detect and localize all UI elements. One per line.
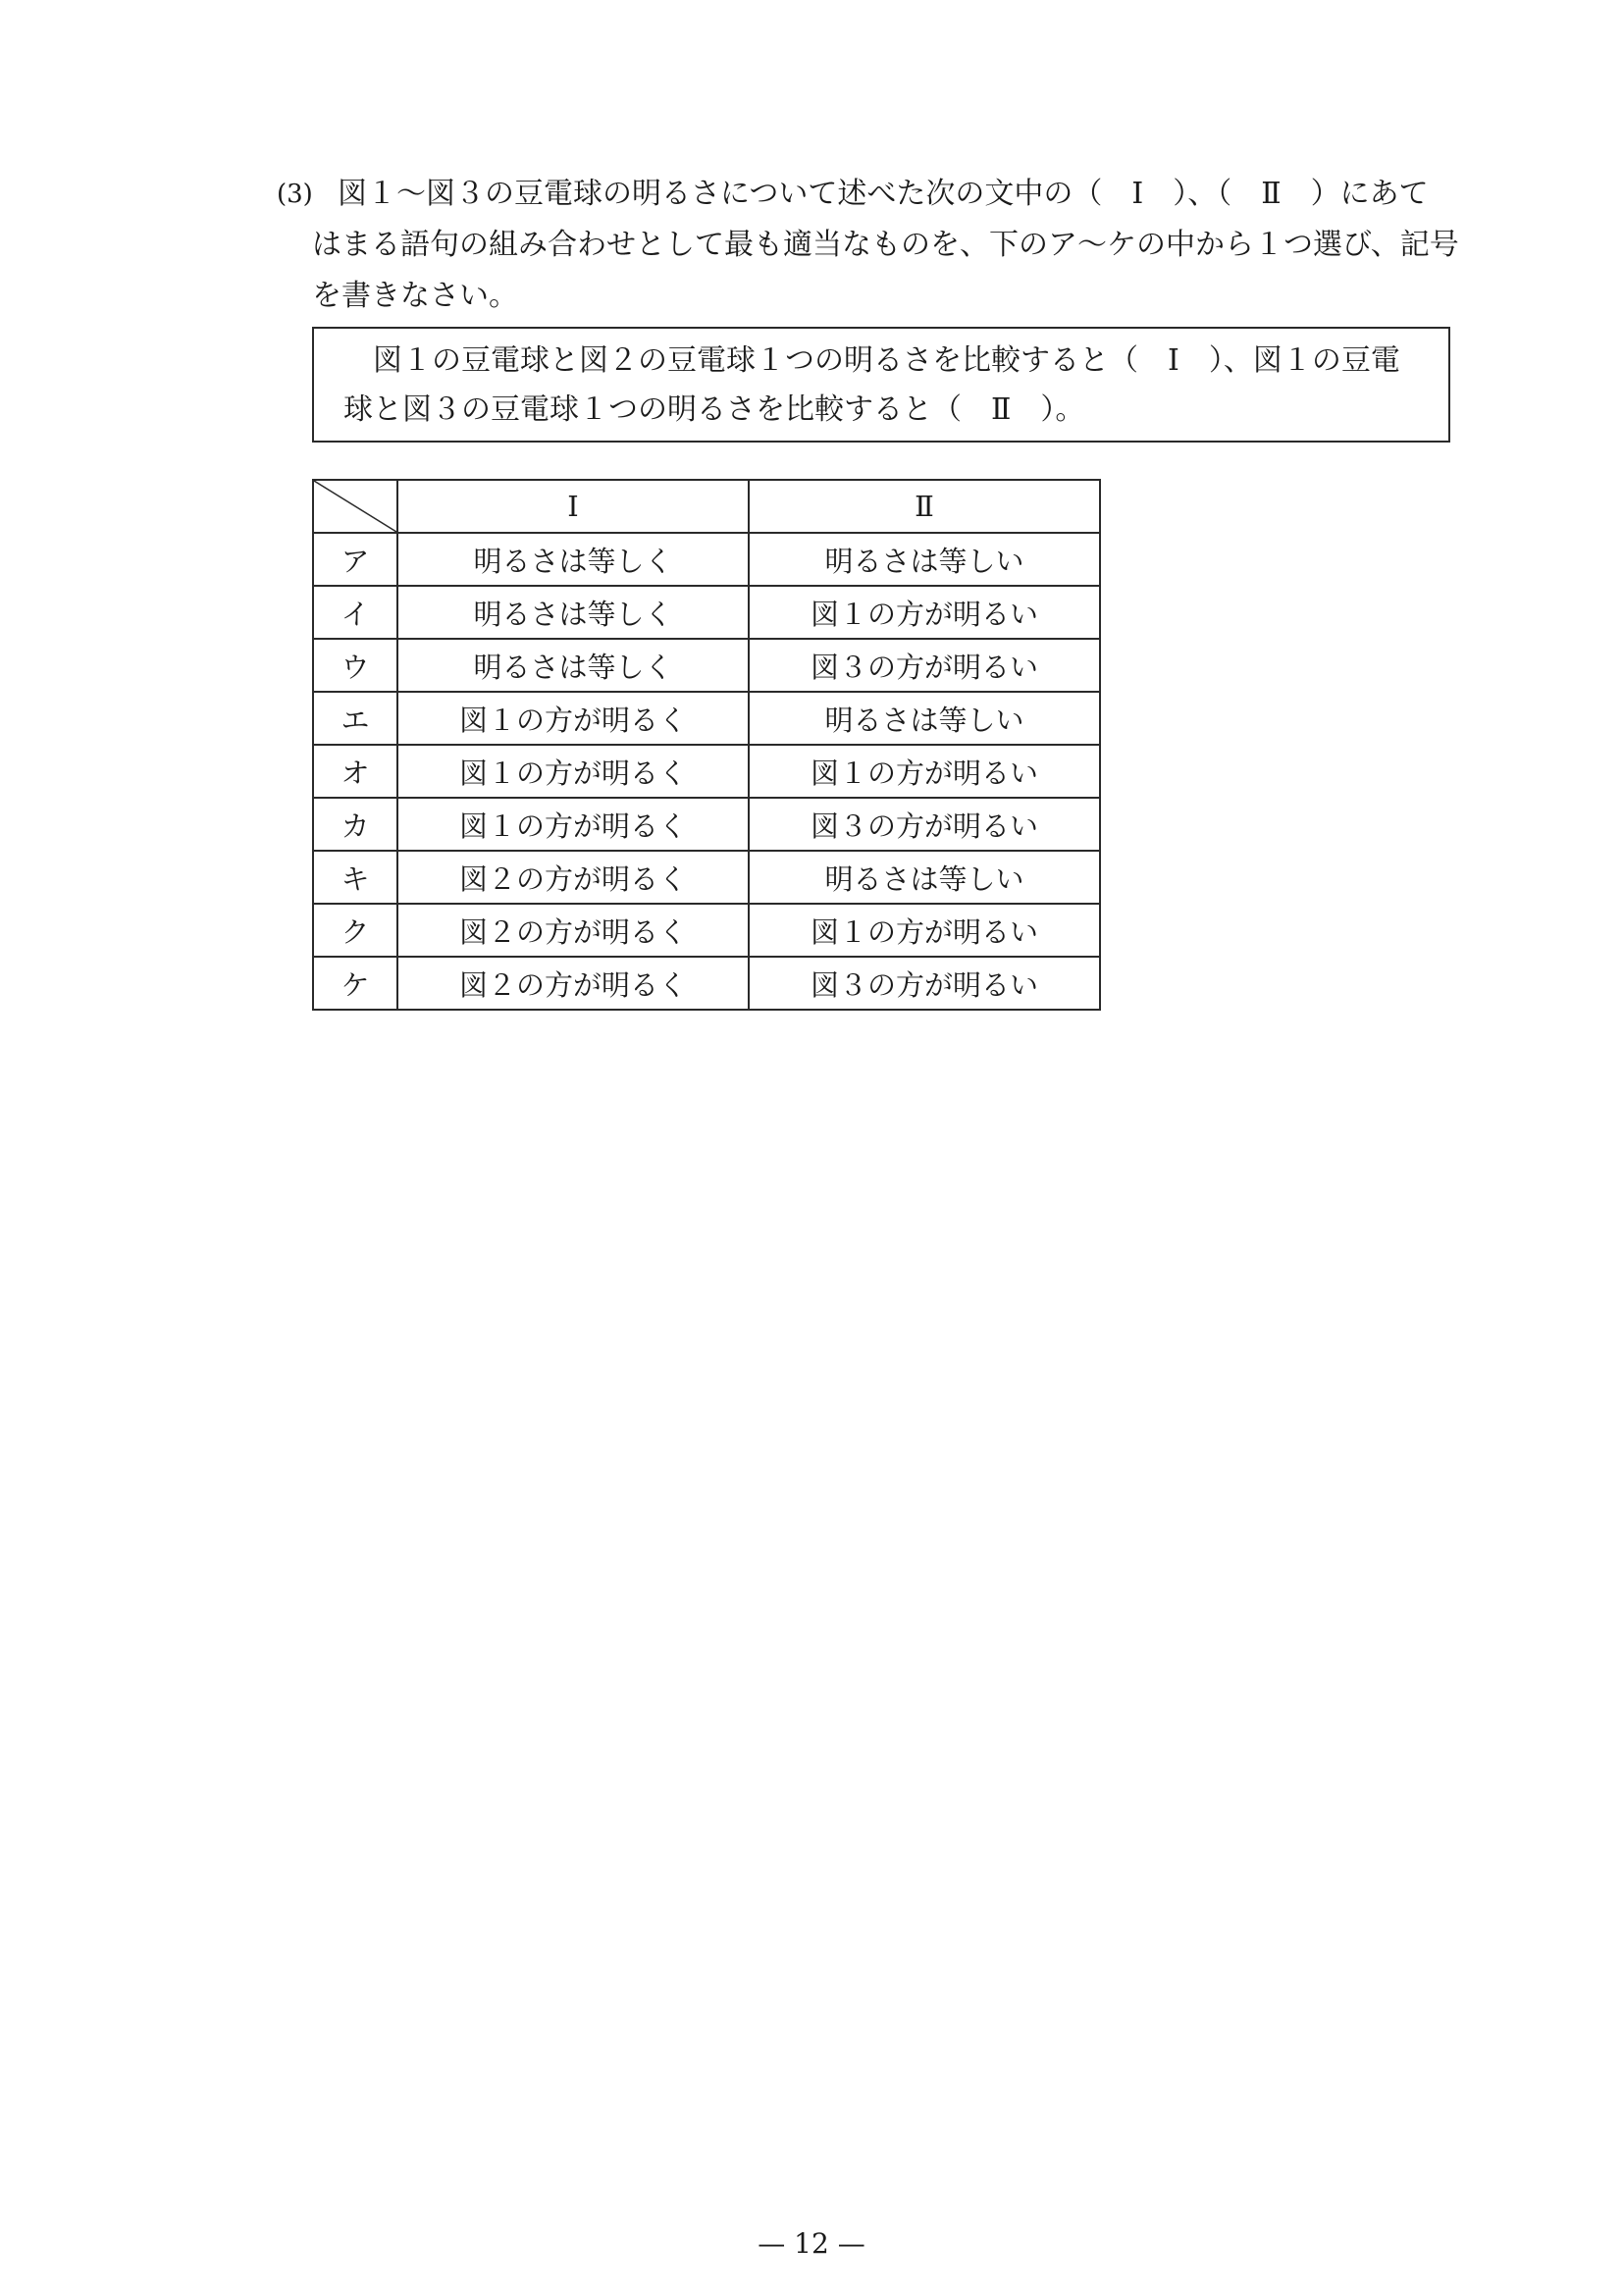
diagonal-header-cell <box>313 480 397 533</box>
cell-col-2: 明るさは等しい <box>749 692 1100 745</box>
table-row <box>313 798 1100 851</box>
statement-line-1: 図１の豆電球と図２の豆電球１つの明るさを比較すると（ Ⅰ ）、図１の豆電 <box>373 343 1400 378</box>
row-label: イ <box>313 586 397 639</box>
page-number: — 12 — <box>758 2227 865 2260</box>
row-label: ア <box>313 533 397 586</box>
statement-box <box>312 327 1450 443</box>
table-row <box>313 957 1100 1010</box>
table-row <box>313 639 1100 692</box>
question-text-line-1: 図１～図３の豆電球の明るさについて述べた次の文中の（ Ⅰ ）、（ Ⅱ ）にあて <box>338 177 1429 211</box>
cell-col-2: 明るさは等しい <box>749 851 1100 904</box>
row-label: ケ <box>313 957 397 1010</box>
row-label: キ <box>313 851 397 904</box>
cell-col-2: 図３の方が明るい <box>749 957 1100 1010</box>
cell-col-2: 明るさは等しい <box>749 533 1100 586</box>
cell-col-2: 図１の方が明るい <box>749 745 1100 798</box>
choices-table <box>312 479 1101 1011</box>
row-label: エ <box>313 692 397 745</box>
cell-col-2: 図１の方が明るい <box>749 586 1100 639</box>
table-row <box>313 851 1100 904</box>
table-row <box>313 692 1100 745</box>
question-text-line-3: を書きなさい。 <box>312 279 518 313</box>
table-header-row <box>313 480 1100 533</box>
cell-col-1: 図１の方が明るく <box>397 798 749 851</box>
row-label: ウ <box>313 639 397 692</box>
table-row <box>313 586 1100 639</box>
cell-col-2: 図３の方が明るい <box>749 798 1100 851</box>
cell-col-1: 図２の方が明るく <box>397 957 749 1010</box>
cell-col-1: 明るさは等しく <box>397 533 749 586</box>
header-col-1: Ⅰ <box>397 480 749 533</box>
table-row <box>313 533 1100 586</box>
diagonal-line <box>314 481 396 532</box>
question-number: (3) <box>277 180 313 209</box>
header-col-2: Ⅱ <box>749 480 1100 533</box>
cell-col-1: 図２の方が明るく <box>397 851 749 904</box>
table-row <box>313 745 1100 798</box>
cell-col-1: 図１の方が明るく <box>397 692 749 745</box>
cell-col-1: 図２の方が明るく <box>397 904 749 957</box>
row-label: オ <box>313 745 397 798</box>
cell-col-2: 図１の方が明るい <box>749 904 1100 957</box>
cell-col-1: 明るさは等しく <box>397 586 749 639</box>
question-text-line-2: はまる語句の組み合わせとして最も適当なものを、下のア～ケの中から１つ選び、記号 <box>312 228 1459 262</box>
cell-col-1: 図１の方が明るく <box>397 745 749 798</box>
row-label: ク <box>313 904 397 957</box>
table-row <box>313 904 1100 957</box>
cell-col-1: 明るさは等しく <box>397 639 749 692</box>
cell-col-2: 図３の方が明るい <box>749 639 1100 692</box>
row-label: カ <box>313 798 397 851</box>
statement-line-2: 球と図３の豆電球１つの明るさを比較すると（ Ⅱ ）。 <box>343 392 1085 427</box>
